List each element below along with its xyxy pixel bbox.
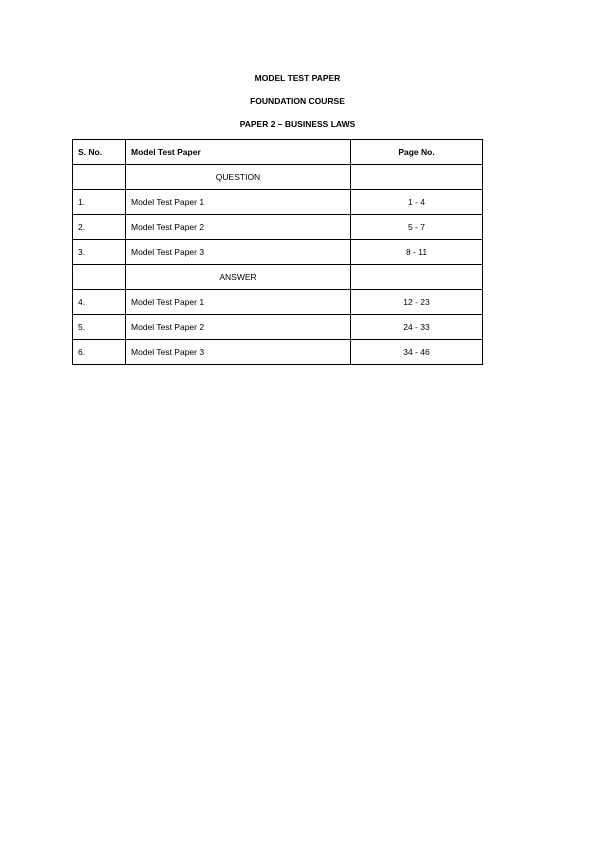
row-sno: 3.: [73, 240, 126, 265]
document-title: MODEL TEST PAPER: [254, 73, 341, 83]
section-row-question: [73, 165, 483, 190]
row-paper: Model Test Paper 1: [126, 190, 351, 215]
table-row: [73, 190, 483, 215]
row-pages: 34 - 46: [351, 340, 483, 365]
row-sno: 5.: [73, 315, 126, 340]
row-sno: 2.: [73, 215, 126, 240]
row-paper: Model Test Paper 3: [126, 340, 351, 365]
table-row: [73, 215, 483, 240]
row-sno: 4.: [73, 290, 126, 315]
row-pages: 8 - 11: [351, 240, 483, 265]
course-name: FOUNDATION COURSE: [250, 96, 345, 106]
row-paper: Model Test Paper 3: [126, 240, 351, 265]
row-pages: 24 - 33: [351, 315, 483, 340]
row-pages: 5 - 7: [351, 215, 483, 240]
row-pages: 12 - 23: [351, 290, 483, 315]
contents-table: [72, 139, 483, 365]
section-empty-cell: [73, 265, 126, 290]
section-empty-cell: [351, 265, 483, 290]
section-title-answer: ANSWER: [126, 265, 351, 290]
row-paper: Model Test Paper 2: [126, 315, 351, 340]
table-row: [73, 290, 483, 315]
row-sno: 6.: [73, 340, 126, 365]
section-empty-cell: [73, 165, 126, 190]
section-title-question: QUESTION: [126, 165, 351, 190]
section-empty-cell: [351, 165, 483, 190]
section-row-answer: [73, 265, 483, 290]
column-header-paper: Model Test Paper: [126, 140, 351, 165]
table-row: [73, 340, 483, 365]
row-pages: 1 - 4: [351, 190, 483, 215]
table-row: [73, 240, 483, 265]
table-row: [73, 315, 483, 340]
row-paper: Model Test Paper 2: [126, 215, 351, 240]
paper-name: PAPER 2 – BUSINESS LAWS: [239, 119, 356, 129]
row-sno: 1.: [73, 190, 126, 215]
column-header-sno: S. No.: [73, 140, 126, 165]
row-paper: Model Test Paper 1: [126, 290, 351, 315]
table-header-row: [73, 140, 483, 165]
column-header-pages: Page No.: [351, 140, 483, 165]
